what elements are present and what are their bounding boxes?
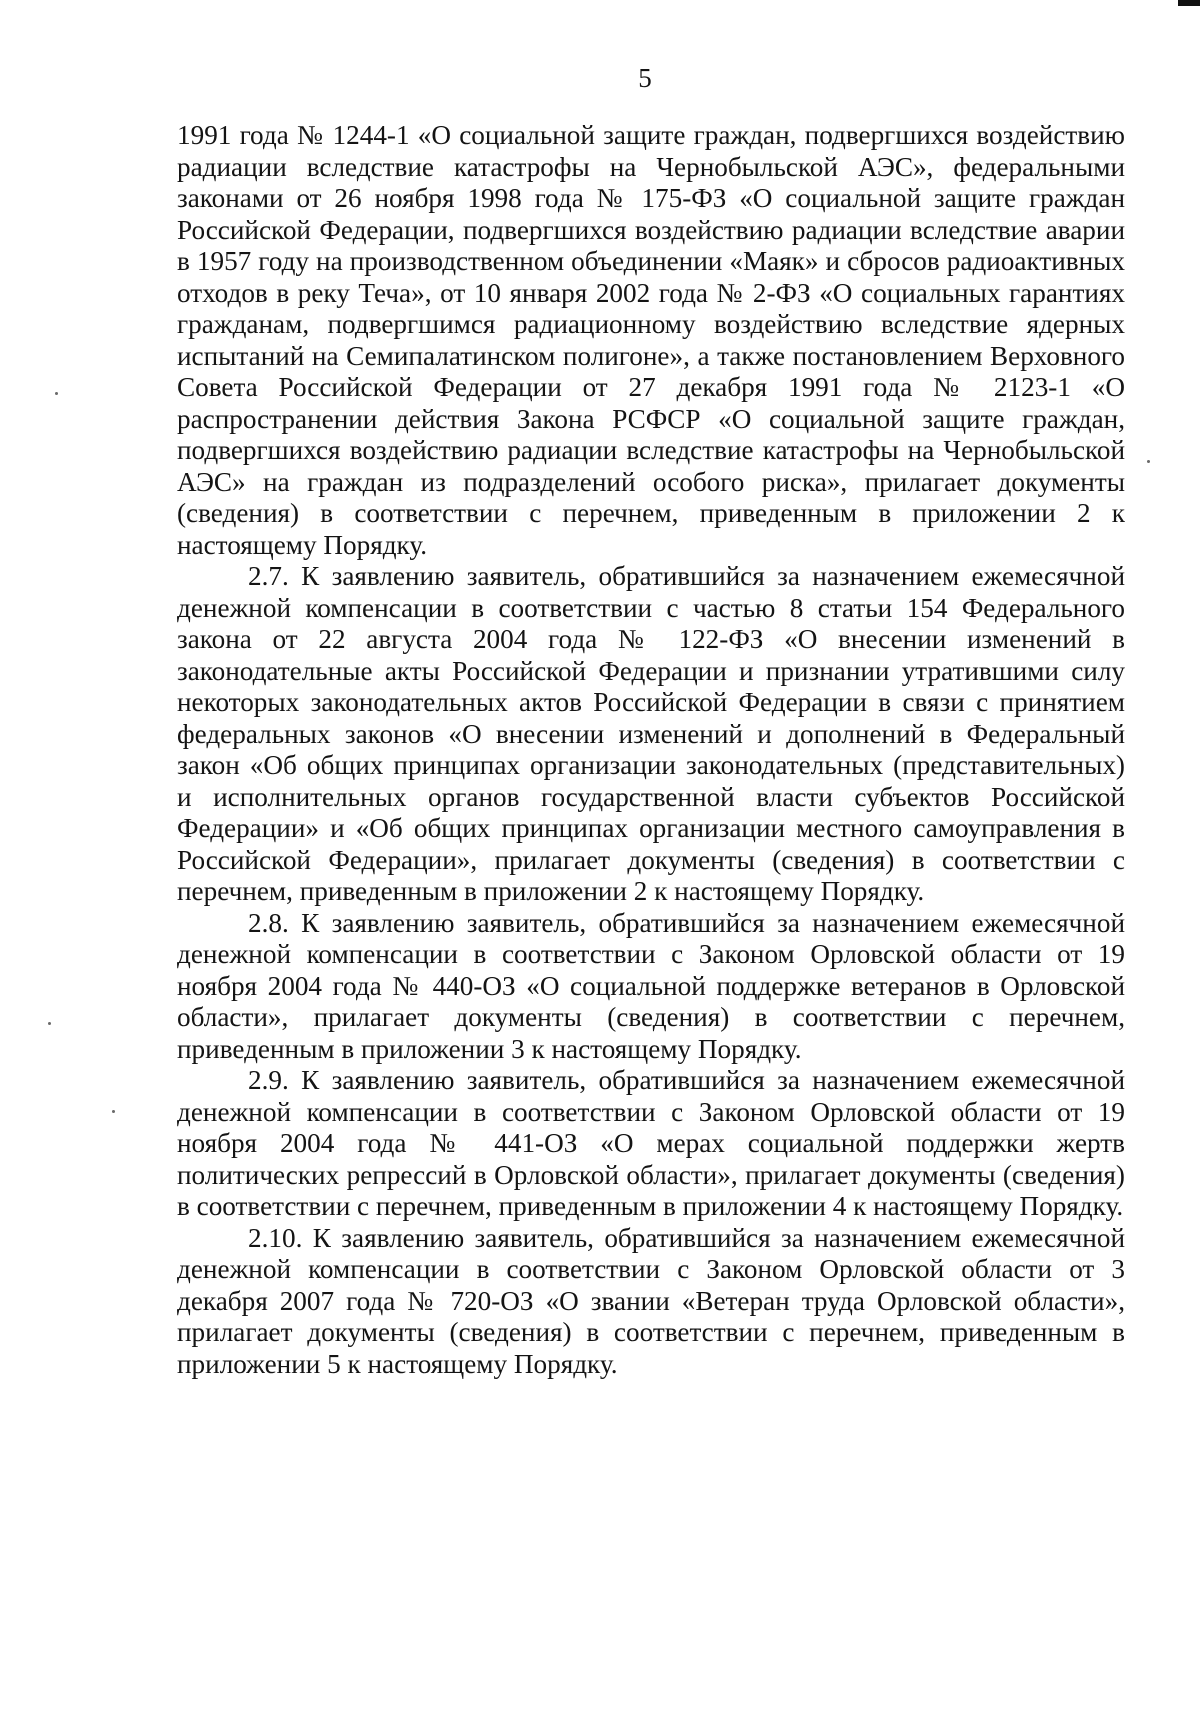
paragraph-continuation: 1991 года № 1244-1 «О социальной защите граждан, подвергшихся воздействию радиации вследствие катастрофы на Чернобыльской АЭС», федеральными законами от 26 ноября 1998 года № 175-ФЗ «О социальной защите граждан Российской Федерации, подвергшихся воздействию радиации вследствие аварии в 1957 году на производственном объединении «Маяк» и сбросов радиоактивных отходов в реку Теча», от 10 января 2002 года № 2-ФЗ «О социальных гарантиях гражданам, подвергшимся радиационному воздействию вследствие ядерных испытаний на Семипалатинском полигоне», а также постановлением Верховного Совета Российской Федерации от 27 декабря 1991 года № 2123-1 «О распространении действия Закона РСФСР «О социальной защите граждан, подвергшихся воздействию радиации вследствие катастрофы на Чернобыльской АЭС» на граждан из подразделений особого риска», прилагает документы (сведения) в соответствии с перечнем, приведенным в приложении 2 к настоящему Порядку.: [177, 120, 1125, 560]
scan-speck: [55, 392, 58, 395]
document-body: [177, 120, 1125, 1380]
paragraph-item-2-7: 2.7. К заявлению заявитель, обратившийся за назначением ежемесячной денежной компенсации в соответствии с частью 8 статьи 154 Федерального закона от 22 августа 2004 года № 122-ФЗ «О внесении изменений в законодательные акты Российской Федерации и признании утратившими силу некоторых законодательных актов Российской Федерации в связи с принятием федеральных законов «О внесении изменений и дополнений в Федеральный закон «Об общих принципах организации законодательных (представительных) и исполнительных органов государственной власти субъектов Российской Федерации» и «Об общих принципах организации местного самоуправления в Российской Федерации», прилагает документы (сведения) в соответствии с перечнем, приведенным в приложении 2 к настоящему Порядку.: [177, 561, 1125, 906]
page-number: 5: [638, 63, 652, 93]
scan-corner-mark: [1178, 0, 1200, 6]
scan-speck: [1147, 460, 1150, 463]
scan-speck: [112, 1110, 115, 1113]
paragraph-item-2-10: 2.10. К заявлению заявитель, обратившийся за назначением ежемесячной денежной компенсации в соответствии с Законом Орловской области от 3 декабря 2007 года № 720-ОЗ «О звании «Ветеран труда Орловской области», прилагает документы (сведения) в соответствии с перечнем, приведенным в приложении 5 к настоящему Порядку.: [177, 1222, 1125, 1379]
scan-speck: [48, 1022, 51, 1025]
paragraph-item-2-9: 2.9. К заявлению заявитель, обратившийся за назначением ежемесячной денежной компенсации в соответствии с Законом Орловской области от 19 ноября 2004 года № 441-ОЗ «О мерах социальной поддержки жертв политических репрессий в Орловской области», прилагает документы (сведения) в соответствии с перечнем, приведенным в приложении 4 к настоящему Порядку.: [177, 1065, 1125, 1221]
paragraph-item-2-8: 2.8. К заявлению заявитель, обратившийся за назначением ежемесячной денежной компенсации в соответствии с Законом Орловской области от 19 ноября 2004 года № 440-ОЗ «О социальной поддержке ветеранов в Орловской области», прилагает документы (сведения) в соответствии с перечнем, приведенным в приложении 3 к настоящему Порядку.: [177, 907, 1125, 1064]
